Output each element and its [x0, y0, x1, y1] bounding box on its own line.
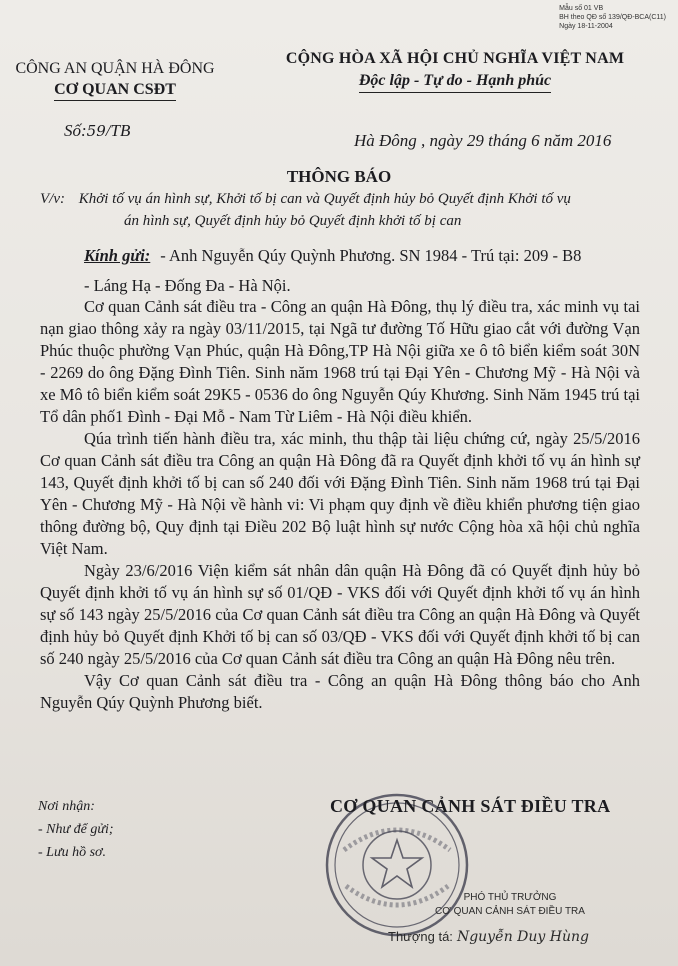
signer-rank: Thượng tá: — [388, 929, 453, 944]
signer-position-line: CƠ QUAN CẢNH SÁT ĐIỀU TRA — [435, 906, 585, 917]
recipient-address: - Láng Hạ - Đống Đa - Hà Nội. — [84, 276, 291, 295]
issue-date: Hà Đông , ngày 29 tháng 6 năm 2016 — [354, 131, 612, 150]
recipient-label: Kính gửi: — [84, 246, 151, 265]
subject-label: V/v: — [40, 191, 65, 207]
body-paragraph: Cơ quan Cảnh sát điều tra - Công an quận Hà Đông, thụ lý điều tra, xác minh vụ tai nạn giao thông xảy ra ngày 03/11/2015, tại Ngã tư đường Tố Hữu giao cắt với đường Vạn Phúc thuộc phường Vạn Phúc, quận Hà Đông,TP Hà Nội giữa xe ô tô biển kiểm soát 30N - 2269 do ông Đặng Đình Tiên. Sinh năm 1968 trú tại Đại Yên - Chương Mỹ - Hà Nội và xe Mô tô biển kiểm soát 29K5 - 0536 do ông Nguyễn Qúy Khương. Sinh Năm 1945 trú tại Tổ dân phố1 Đình - Đại Mỗ - Nam Từ Liêm - Hà Nội điều khiển. — [40, 297, 640, 426]
issuing-agency — [0, 58, 230, 101]
subject-line: án hình sự, Quyết định hủy bỏ Quyết định khởi tố bị can — [124, 213, 462, 229]
document-body — [40, 296, 640, 714]
document-title: THÔNG BÁO — [286, 167, 392, 186]
form-code-line: Mẫu số 01 VB — [559, 5, 604, 12]
signer-name: Nguyễn Duy Hùng — [456, 929, 589, 945]
agency-name: CÔNG AN QUẬN HÀ ĐÔNG — [15, 60, 215, 77]
subject — [40, 188, 645, 232]
doc-number-value: 59 — [86, 122, 106, 140]
body-paragraph: Ngày 23/6/2016 Viện kiểm sát nhân dân quận Hà Đông đã có Quyết định hủy bỏ Quyết định khởi tố vụ án hình sự số 01/QĐ - VKS đối với Quyết định khởi tố vụ án hình sự số 143 ngày 25/5/2016 của Cơ quan Cảnh sát điều tra Công an quận Hà Đông và Quyết định hủy bỏ Quyết định Khởi tố bị can số 03/QĐ - VKS đối với Quyết định khởi tố bị can số 240 ngày 25/5/2016 của Cơ quan Cảnh sát điều tra Công an quận Hà Đông nêu trên. — [40, 561, 640, 668]
signer-position — [360, 891, 660, 919]
recipient — [84, 246, 581, 266]
signer-position-line: PHÓ THỦ TRƯỞNG — [463, 892, 557, 903]
receivers-label: Nơi nhận: — [38, 799, 95, 814]
form-code — [559, 4, 666, 31]
recipient-line: - Anh Nguyễn Qúy Quỳnh Phương. SN 1984 - Trú tại: 209 - B8 — [160, 246, 582, 265]
national-motto: Độc lập - Tự do - Hạnh phúc — [359, 70, 551, 93]
national-header — [250, 48, 660, 93]
form-code-line: BH theo QĐ số 139/QĐ-BCA(C11) — [559, 14, 666, 21]
receiver-item: - Như để gửi; — [38, 822, 114, 837]
subject-line: Khởi tố vụ án hình sự, Khởi tố bị can và Quyết định hủy bỏ Quyết định Khởi tố vụ — [78, 191, 571, 207]
doc-number-suffix: /TB — [105, 121, 131, 140]
doc-number-prefix: Số: — [64, 121, 87, 140]
receiver-item: - Lưu hồ sơ. — [38, 845, 107, 860]
signing-agency: CƠ QUAN CẢNH SÁT ĐIỀU TRA — [330, 796, 611, 816]
form-code-line: Ngày 18-11-2004 — [559, 23, 613, 30]
signer — [388, 929, 589, 945]
agency-unit: CƠ QUAN CSĐT — [54, 79, 176, 101]
receivers-block — [38, 795, 114, 864]
document-number — [64, 121, 130, 141]
body-paragraph: Qúa trình tiến hành điều tra, xác minh, thu thập tài liệu chứng cứ, ngày 25/5/2016 Cơ quan Cảnh sát điều tra Công an quận Hà Đông đã ra Quyết định khởi tố vụ án hình sự 143, Quyết định khởi tố bị can số 240 đối với Đặng Đình Tiên. Sinh năm 1968 trú tại Đại Yên - Chương Mỹ - Hà Nội về hành vi: Vi phạm quy định về điều khiển phương tiện giao thông đường bộ, Quy định tại Điều 202 Bộ luật hình sự nước Cộng hòa xã hội chủ nghĩa Việt Nam. — [40, 429, 640, 558]
national-title: CỘNG HÒA XÃ HỘI CHỦ NGHĨA VIỆT NAM — [285, 50, 625, 67]
body-paragraph: Vậy Cơ quan Cảnh sát điều tra - Công an quận Hà Đông thông báo cho Anh Nguyễn Qúy Quỳnh Phương biết. — [40, 671, 640, 712]
